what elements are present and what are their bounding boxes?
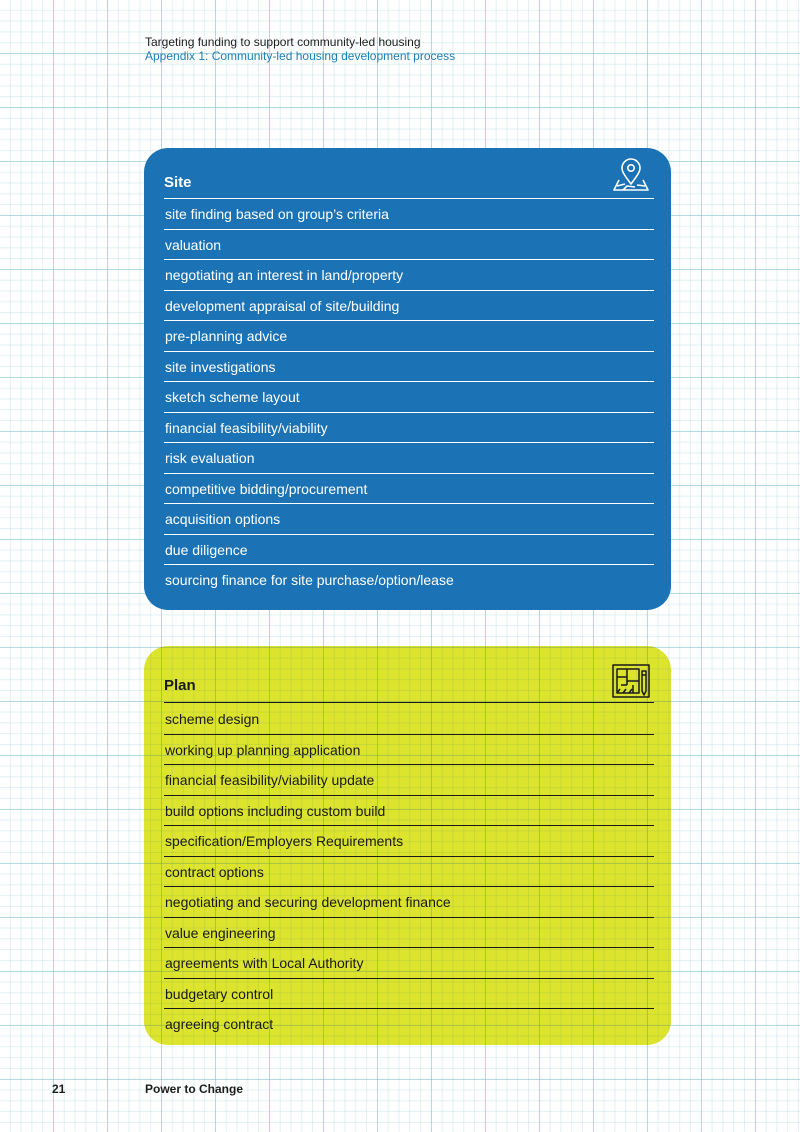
list-item: sketch scheme layout [164,382,654,413]
list-item: build options including custom build [164,796,654,827]
list-item: scheme design [164,704,654,735]
list-item: financial feasibility/viability [164,413,654,444]
list-item: risk evaluation [164,443,654,474]
site-card-heading: Site [164,174,654,199]
plan-card-heading: Plan [164,673,654,703]
plan-card [144,646,671,1045]
list-item: financial feasibility/viability update [164,765,654,796]
list-item: budgetary control [164,979,654,1010]
site-card [144,148,671,610]
list-item: agreements with Local Authority [164,948,654,979]
list-item: sourcing finance for site purchase/option/lease [165,572,454,588]
document-subtitle: Appendix 1: Community-led housing development process [145,49,456,63]
list-item: site finding based on group’s criteria [164,199,654,230]
list-item: value engineering [164,918,654,949]
list-item: contract options [164,857,654,888]
list-item: agreeing contract [165,1016,274,1032]
list-item: specification/Employers Requirements [164,826,654,857]
list-item: pre-planning advice [164,321,654,352]
site-task-list [164,199,654,596]
document-title: Targeting funding to support community-led housing [145,35,421,49]
list-item: development appraisal of site/building [164,291,654,322]
page-header [145,35,455,63]
list-item: acquisition options [164,504,654,535]
map-pin-icon [611,158,651,197]
list-item: site investigations [164,352,654,383]
list-item: due diligence [164,535,654,566]
blueprint-icon [611,663,651,704]
list-item: negotiating and securing development finance [164,887,654,918]
list-item: negotiating an interest in land/property [164,260,654,291]
list-item: working up planning application [164,735,654,766]
plan-task-list [164,704,654,1040]
list-item: valuation [164,230,654,261]
list-item: competitive bidding/procurement [164,474,654,505]
page-number: 21 [52,1082,66,1096]
footer-brand: Power to Change [145,1082,244,1096]
